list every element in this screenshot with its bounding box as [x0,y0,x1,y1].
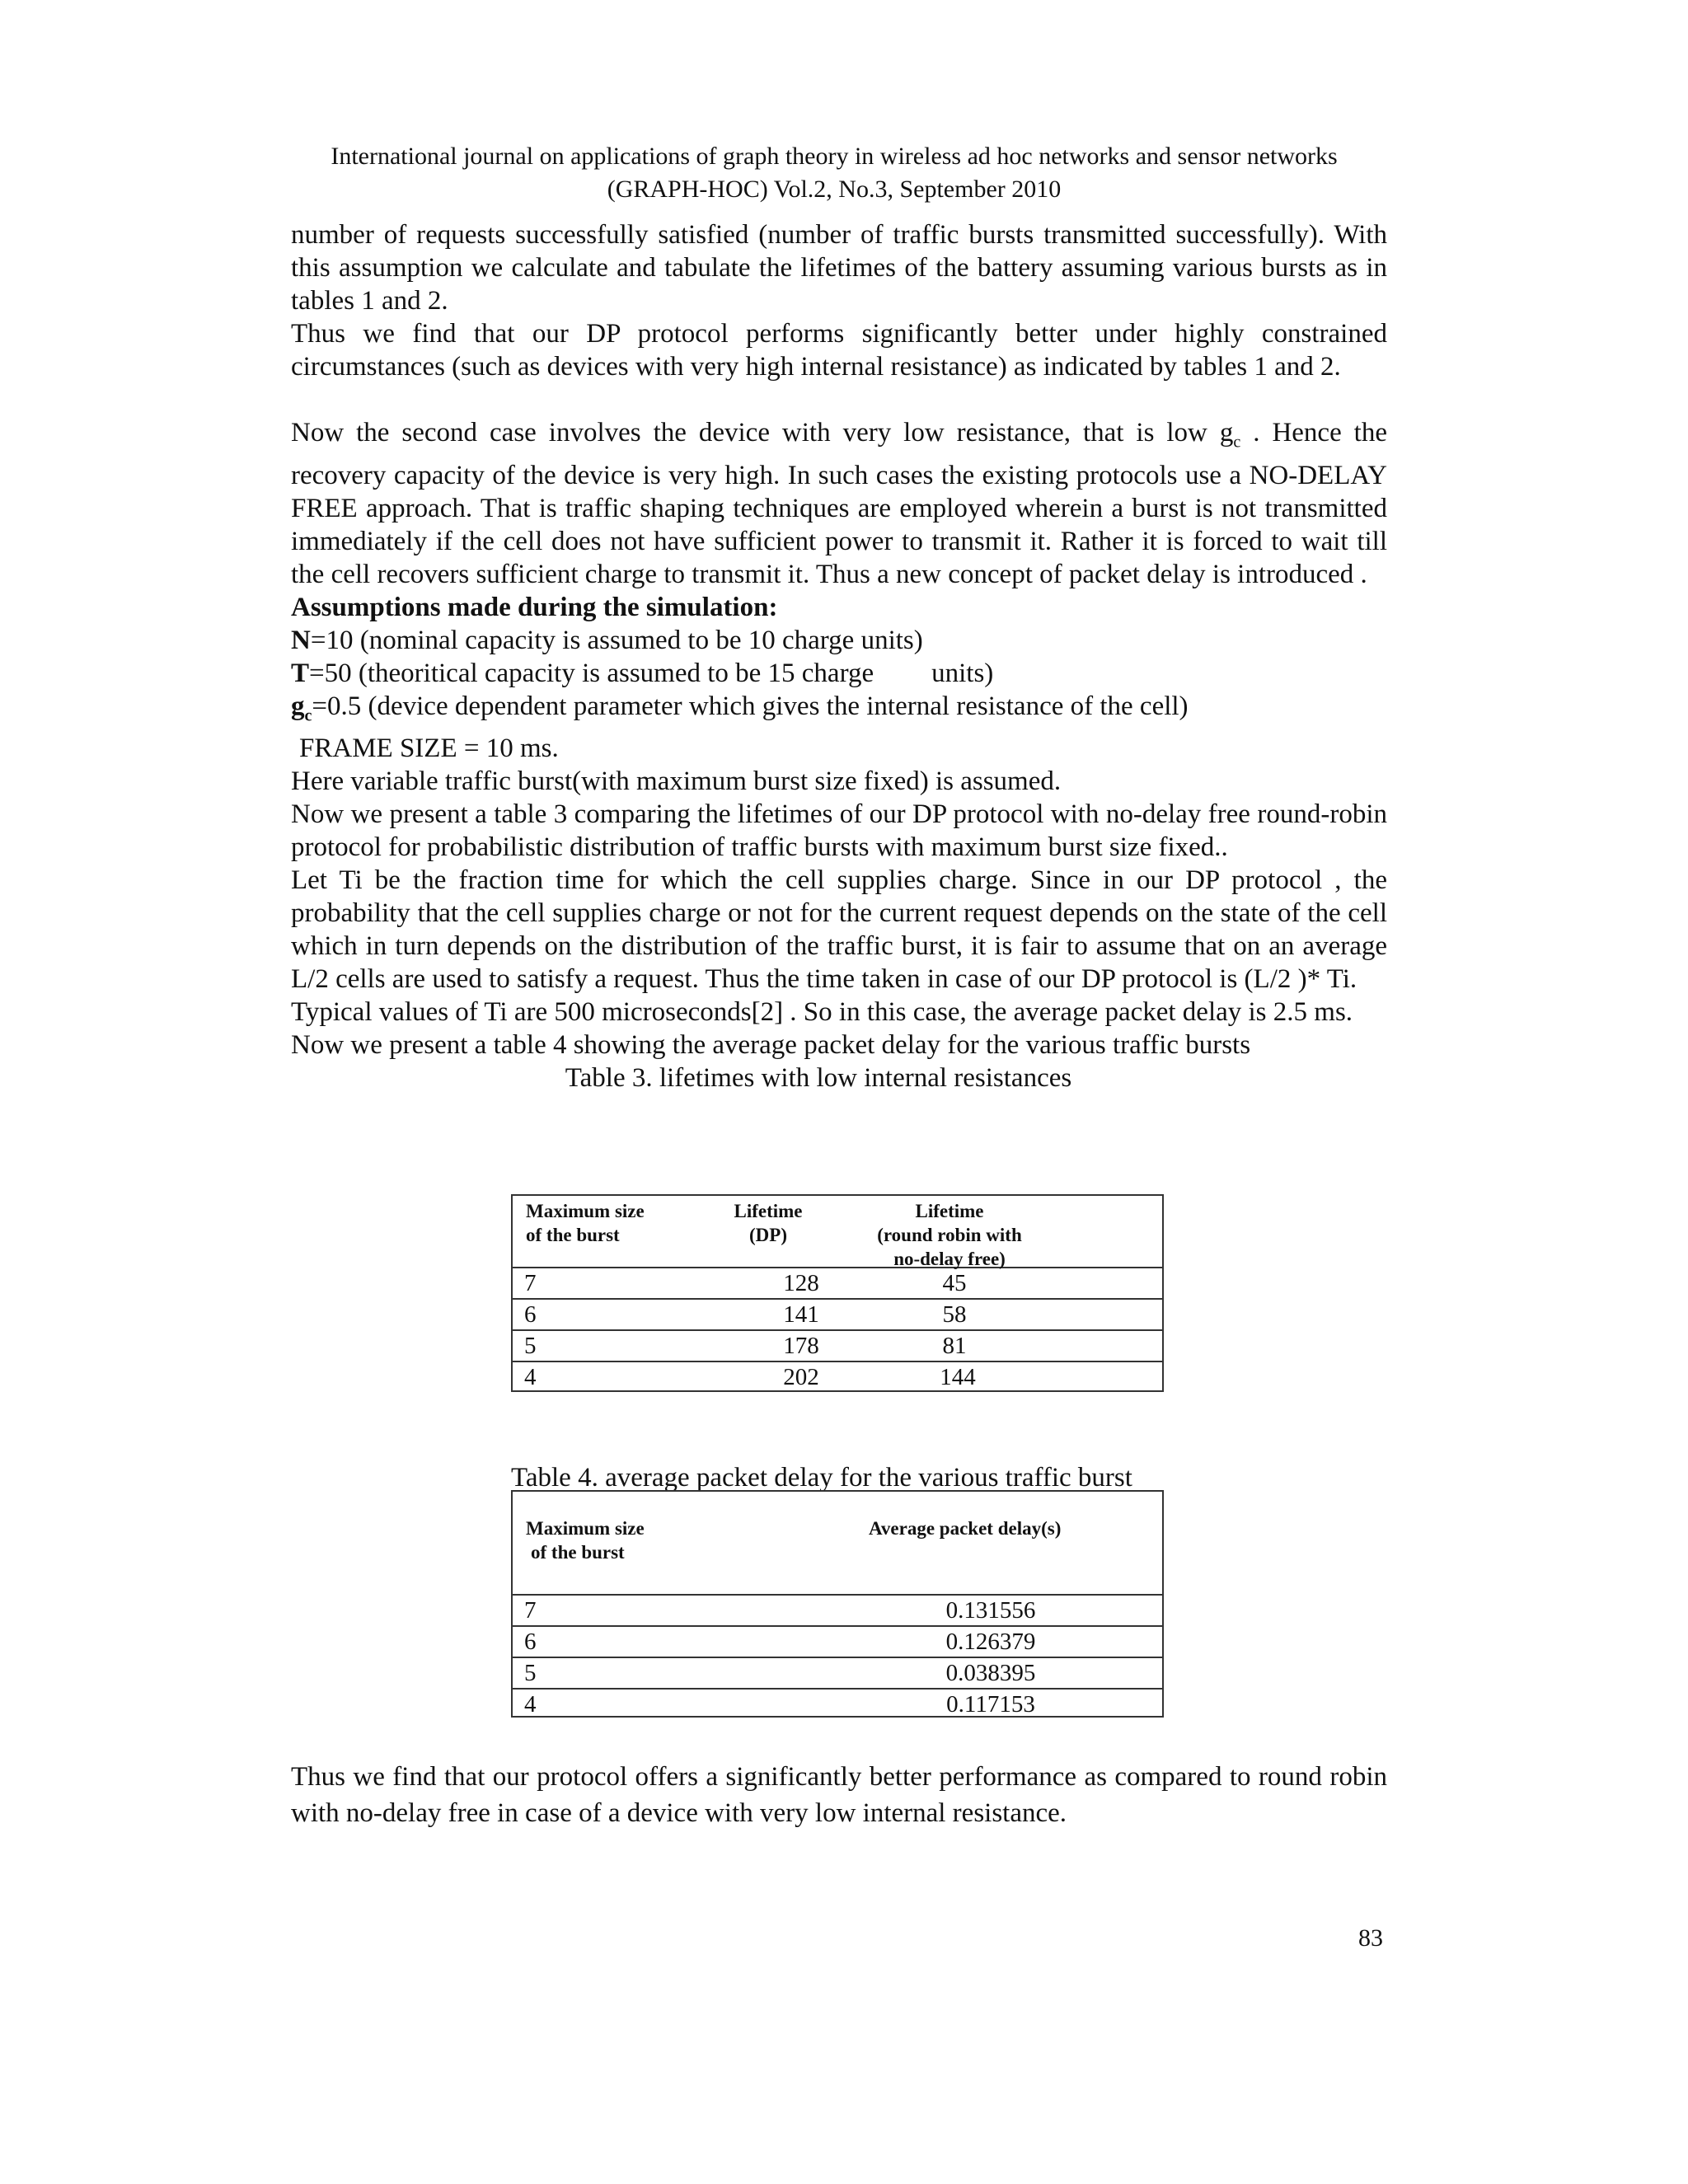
t3-size: 5 [524,1333,537,1359]
t4-col2-header: Average packet delay(s) [869,1518,1062,1539]
t4-delay: 0.126379 [945,1629,1036,1655]
page-number: 83 [1358,1924,1383,1952]
t4-delay: 0.038395 [945,1660,1036,1686]
header-line-1: International journal on applications of graph theory in wireless ad hoc networks and sensor networks [331,143,1338,170]
body-section-1 [291,218,1387,1094]
table-3 [511,1194,1164,1392]
paragraph-4: Here variable traffic burst(with maximum burst size fixed) is assumed. [291,766,1062,797]
paragraph-2: Thus we find that our DP protocol performs significantly better under highly constrained circumstances (such as devices with very high internal resistance) as indicated by tables 1 and 2. [291,319,1387,382]
table-3-caption: Table 3. lifetimes with low internal resistances [565,1063,1072,1094]
t3-dp: 128 [783,1270,819,1296]
paragraph-3-start: Now the second case involves the device with very low resistance, that is low g [291,418,1234,448]
t3-rr: 45 [942,1270,967,1296]
paragraph-3 [291,416,1387,591]
table-row [513,1595,1162,1626]
final-paragraph: Thus we find that our protocol offers a significantly better performance as compared to round robin with no-delay free in case of a device with very low internal resistance. [291,1762,1387,1828]
table-row [513,1330,1162,1361]
assumption-t [291,657,1387,690]
t3-size: 6 [524,1301,537,1328]
t4-delay: 0.131556 [945,1597,1036,1624]
running-header [280,140,1388,206]
t3-dp: 141 [783,1301,819,1328]
gc-subscript: c [1233,433,1241,452]
assumptions-heading: Assumptions made during the simulation: [291,592,778,622]
table-row [513,1299,1162,1330]
t3-col3-header-l1: Lifetime [915,1201,984,1221]
t3-col3-header-l3: no-delay free) [893,1249,1006,1269]
t3-col2-header-l2: (DP) [749,1225,787,1245]
t3-col1-header-l1: Maximum size [526,1201,645,1221]
paragraph-7: Typical values of Ti are 500 microseconds[2] . So in this case, the average packet delay is 2.5 ms. [291,997,1353,1028]
table-row [513,1268,1162,1299]
assumption-n [291,624,1387,657]
assumption-t-label: T [291,658,310,688]
t4-size: 4 [524,1691,537,1718]
table-row [513,1626,1162,1657]
table-row [513,1361,1162,1392]
t4-size: 6 [524,1629,537,1655]
assumption-gc-sub: c [304,706,312,725]
t4-delay: 0.117153 [946,1691,1035,1718]
assumption-t-units: units) [931,658,994,688]
table-3-header-row [513,1196,1162,1268]
assumption-gc [291,690,1387,733]
t4-col1-header-l2: of the burst [531,1542,625,1563]
t3-col3-header-l2: (round robin with [877,1225,1022,1245]
paragraph-1: number of requests successfully satisfied (number of traffic bursts transmitted successfully). With this assumption we calculate and tabulate the lifetimes of the battery assuming various bursts as in tables 1 and 2. [291,220,1387,316]
table-4 [511,1490,1164,1718]
assumption-gc-label: g [291,691,305,721]
assumption-gc-text: =0.5 (device dependent parameter which gives the internal resistance of the cell) [312,691,1189,721]
assumption-n-label: N [291,625,311,655]
t3-rr: 144 [940,1364,976,1390]
paragraph-6: Let Ti be the fraction time for which the cell supplies charge. Since in our DP protocol , the probability that the cell supplies charge or not for the current request depends on the state of the cell which in turn depends on the distribution of the traffic burst, it is fair to assume that on an average L/2 cells are used to satisfy a request. Thus the time taken in case of our DP protocol is (L/2 )* Ti. [291,865,1387,995]
t3-dp: 178 [783,1333,819,1359]
assumption-n-text: =10 (nominal capacity is assumed to be 10 charge units) [310,625,923,655]
paragraph-3-end: . Hence the recovery capacity of the device is very high. In such cases the existing protocols use a NO-DELAY FREE approach. That is traffic shaping techniques are employed wherein a burst is not transmitted immediately if the cell does not have sufficient power to transmit it. Rather it is forced to wait till the cell recovers sufficient charge to transmit it. Thus a new concept of packet delay is introduced . [291,418,1387,589]
t4-size: 5 [524,1660,537,1686]
t3-size: 7 [524,1270,537,1296]
t3-dp: 202 [783,1364,819,1390]
t4-col1-header-l1: Maximum size [526,1518,645,1539]
table-row [513,1689,1162,1719]
t4-size: 7 [524,1597,537,1624]
t3-rr: 58 [942,1301,967,1328]
t3-rr: 81 [942,1333,967,1359]
table-row [513,1657,1162,1689]
table-4-caption: Table 4. average packet delay for the various traffic burst [511,1463,1132,1493]
frame-size: FRAME SIZE = 10 ms. [299,733,559,764]
header-line-2: (GRAPH-HOC) Vol.2, No.3, September 2010 [607,176,1062,203]
paragraph-5: Now we present a table 3 comparing the lifetimes of our DP protocol with no-delay free round-robin protocol for probabilistic distribution of traffic bursts with maximum burst size fixed.. [291,799,1387,863]
assumption-t-text: =50 (theoritical capacity is assumed to be 15 charge [309,658,874,688]
table-4-header-row [513,1492,1162,1595]
body-section-final [291,1759,1387,1831]
t3-col2-header-l1: Lifetime [734,1201,803,1221]
t3-col1-header-l2: of the burst [526,1225,620,1245]
paragraph-8: Now we present a table 4 showing the average packet delay for the various traffic bursts [291,1030,1251,1061]
t3-size: 4 [524,1364,537,1390]
